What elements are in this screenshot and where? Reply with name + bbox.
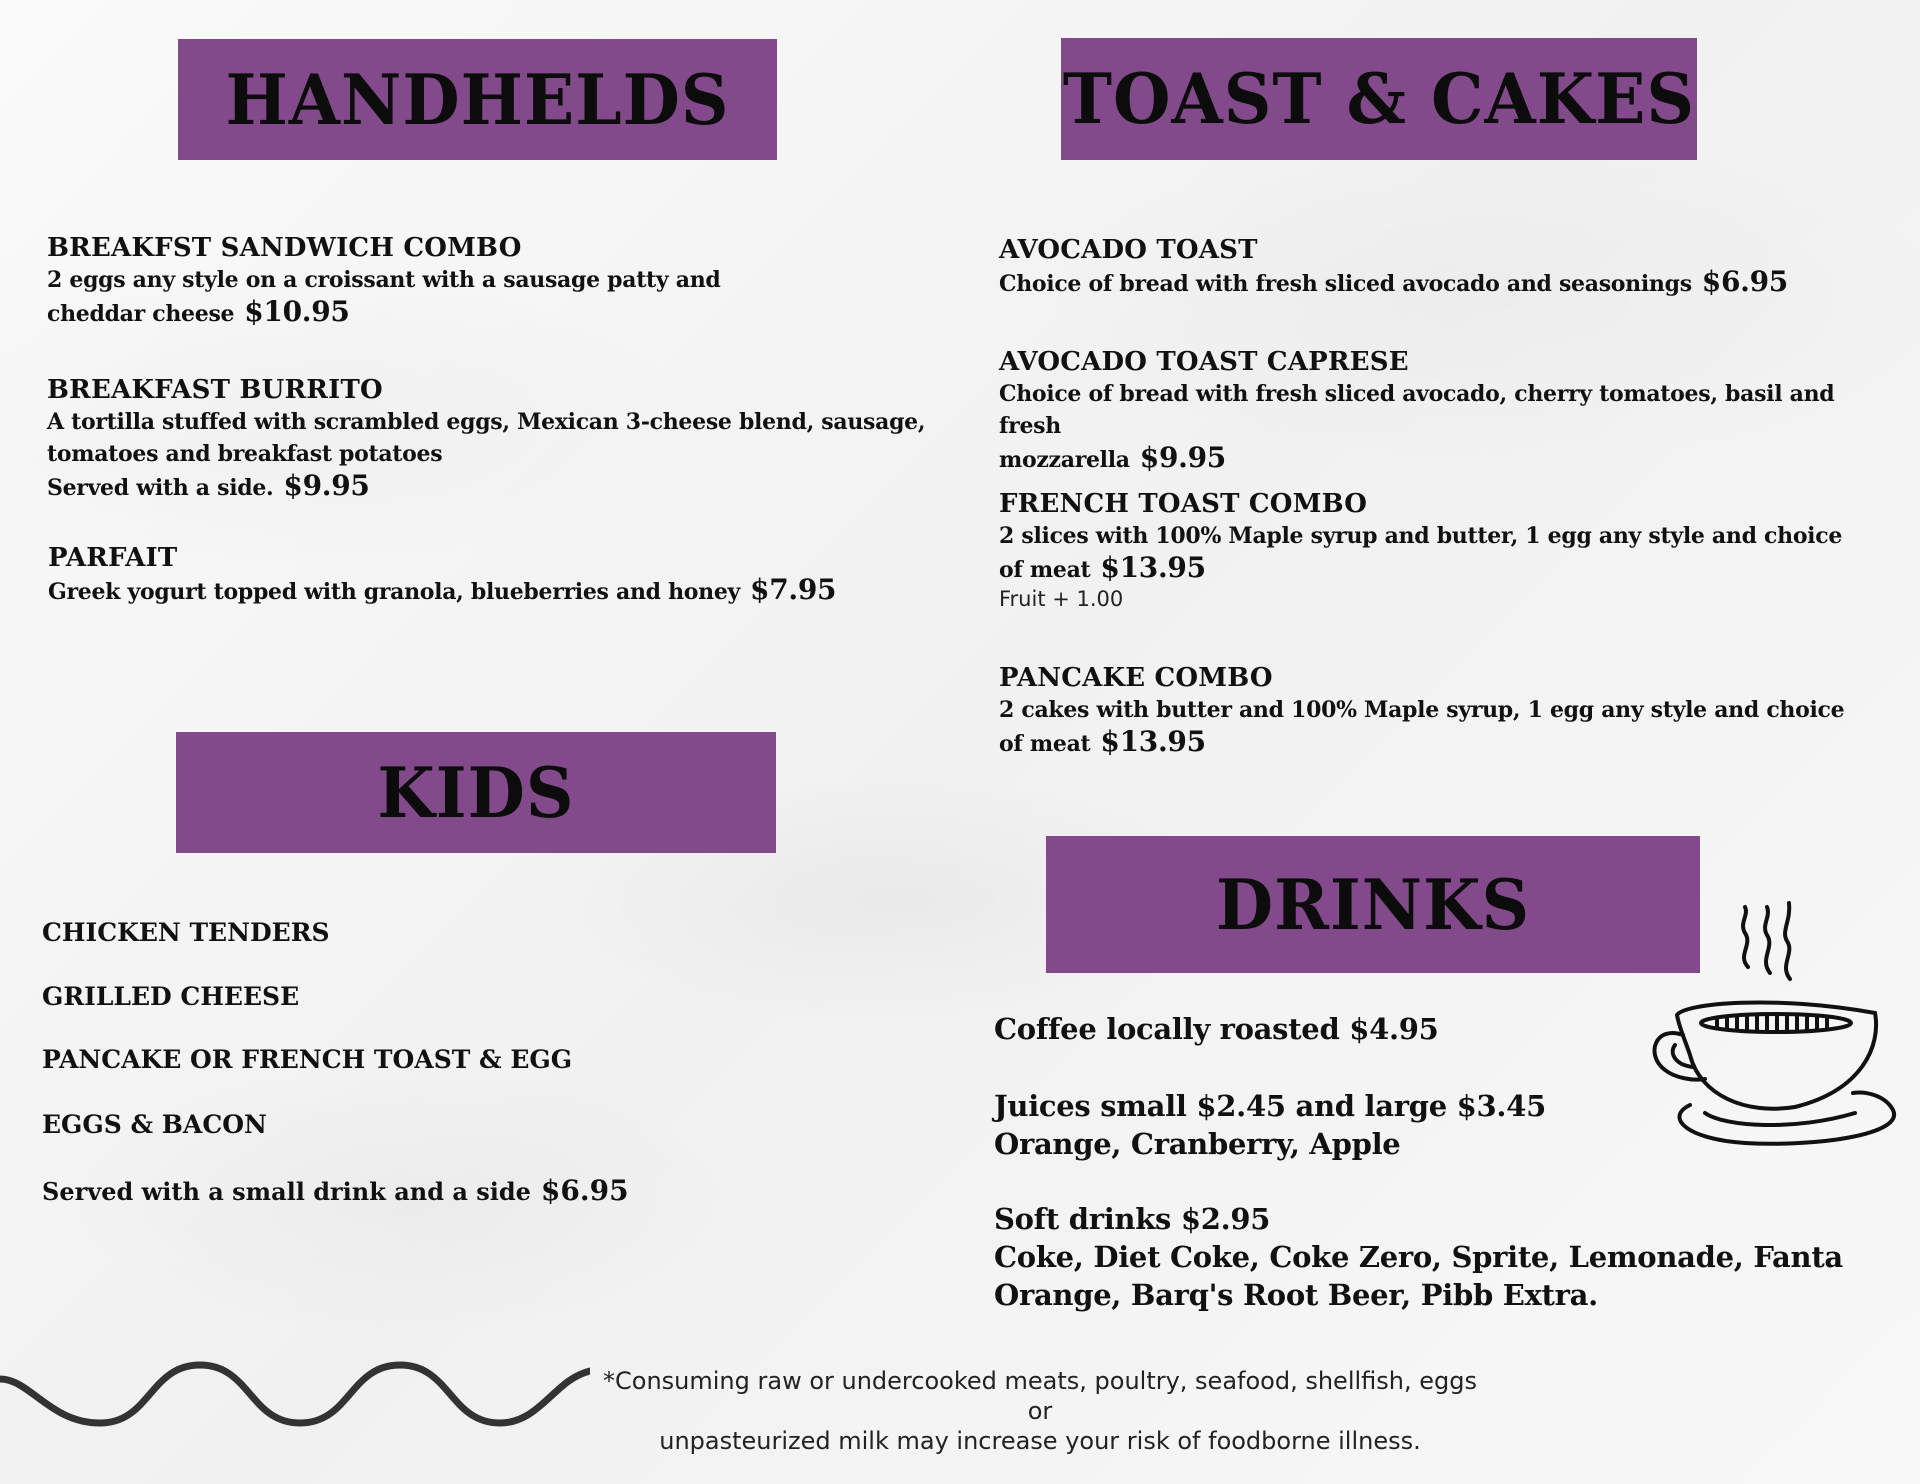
item-description: 2 cakes with butter and 100% Maple syrup, 1 egg any style and choice: [999, 697, 1845, 723]
item-price: $6.95: [1701, 265, 1788, 298]
item-description-line: [999, 266, 1879, 300]
menu-item-breakfast-burrito: [47, 374, 947, 504]
item-description-end: Served with a side.: [47, 475, 274, 501]
item-name: PANCAKE COMBO: [999, 663, 1273, 693]
item-price: $13.95: [1100, 725, 1206, 758]
item-description-line: [999, 552, 1879, 586]
toast-banner: [1061, 38, 1697, 160]
menu-item-french-toast-combo: [999, 488, 1879, 612]
menu-item-parfait: [48, 542, 848, 608]
item-description: tomatoes and breakfast potatoes: [47, 441, 443, 467]
kids-served-text: Served with a small drink and a side: [42, 1177, 531, 1206]
kids-served-note: [42, 1174, 629, 1207]
item-description-line: [47, 296, 747, 330]
item-description-end: of meat: [999, 557, 1091, 583]
menu-item-avocado-toast-caprese: [999, 346, 1899, 476]
item-description-end: cheddar cheese: [47, 301, 235, 327]
drink-juice-flavors: Orange, Cranberry, Apple: [994, 1127, 1401, 1161]
coffee-cup-icon: [1645, 895, 1905, 1155]
food-safety-disclaimer: [600, 1366, 1480, 1456]
kids-item-eggs-bacon: EGGS & BACON: [42, 1110, 267, 1139]
drinks-banner: [1046, 836, 1700, 973]
kids-banner: [176, 732, 776, 853]
item-description-line: [48, 574, 848, 608]
item-description: Choice of bread with fresh sliced avocado, cherry tomatoes, basil and fresh: [999, 381, 1835, 439]
item-price: $9.95: [1139, 441, 1226, 474]
menu-item-avocado-toast: [999, 234, 1879, 300]
kids-item-pancake-french-toast: PANCAKE OR FRENCH TOAST & EGG: [42, 1045, 573, 1074]
item-price: $9.95: [283, 469, 370, 502]
handhelds-banner: [178, 39, 777, 160]
menu-item-breakfast-sandwich: [47, 232, 747, 330]
item-name: FRENCH TOAST COMBO: [999, 489, 1368, 519]
item-description: A tortilla stuffed with scrambled eggs, Mexican 3-cheese blend, sausage,: [47, 409, 926, 435]
item-name: AVOCADO TOAST: [999, 235, 1258, 265]
drink-soft: Soft drinks $2.95: [994, 1202, 1271, 1236]
item-name: AVOCADO TOAST CAPRESE: [999, 347, 1409, 377]
item-description-line: [47, 470, 947, 504]
item-description-end: of meat: [999, 731, 1091, 757]
disclaimer-line-2: unpasteurized milk may increase your risk of foodborne illness.: [659, 1427, 1421, 1455]
kids-item-chicken-tenders: CHICKEN TENDERS: [42, 918, 330, 947]
kids-price: $6.95: [540, 1174, 629, 1207]
drink-coffee: Coffee locally roasted $4.95: [994, 1012, 1439, 1046]
kids-item-grilled-cheese: GRILLED CHEESE: [42, 982, 300, 1011]
item-name: BREAKFAST BURRITO: [47, 375, 383, 405]
item-description: Choice of bread with fresh sliced avocado and seasonings: [999, 271, 1692, 297]
drink-soft-list-1: Coke, Diet Coke, Coke Zero, Sprite, Lemonade, Fanta: [994, 1240, 1843, 1274]
handhelds-title: HANDHELDS: [225, 58, 730, 141]
item-description-line: [999, 442, 1899, 476]
wave-decoration: [0, 1355, 590, 1435]
drinks-title: DRINKS: [1215, 863, 1531, 946]
item-addon: Fruit + 1.00: [999, 587, 1124, 611]
item-description-end: mozzarella: [999, 447, 1130, 473]
item-description: 2 slices with 100% Maple syrup and butter, 1 egg any style and choice: [999, 523, 1843, 549]
item-price: $10.95: [244, 295, 350, 328]
item-description-line: [999, 726, 1879, 760]
drink-soft-list-2: Orange, Barq's Root Beer, Pibb Extra.: [994, 1278, 1598, 1312]
item-name: BREAKFST SANDWICH COMBO: [47, 233, 522, 263]
disclaimer-line-1: *Consuming raw or undercooked meats, poultry, seafood, shellfish, eggs or: [603, 1367, 1477, 1425]
toast-title: TOAST & CAKES: [1062, 58, 1696, 140]
menu-item-pancake-combo: [999, 662, 1879, 760]
item-description: 2 eggs any style on a croissant with a sausage patty and: [47, 267, 721, 293]
item-price: $13.95: [1100, 551, 1206, 584]
kids-title: KIDS: [377, 751, 575, 834]
item-description: Greek yogurt topped with granola, blueberries and honey: [48, 579, 741, 605]
drink-juices: Juices small $2.45 and large $3.45: [994, 1089, 1546, 1123]
item-price: $7.95: [750, 573, 837, 606]
item-name: PARFAIT: [48, 543, 178, 573]
